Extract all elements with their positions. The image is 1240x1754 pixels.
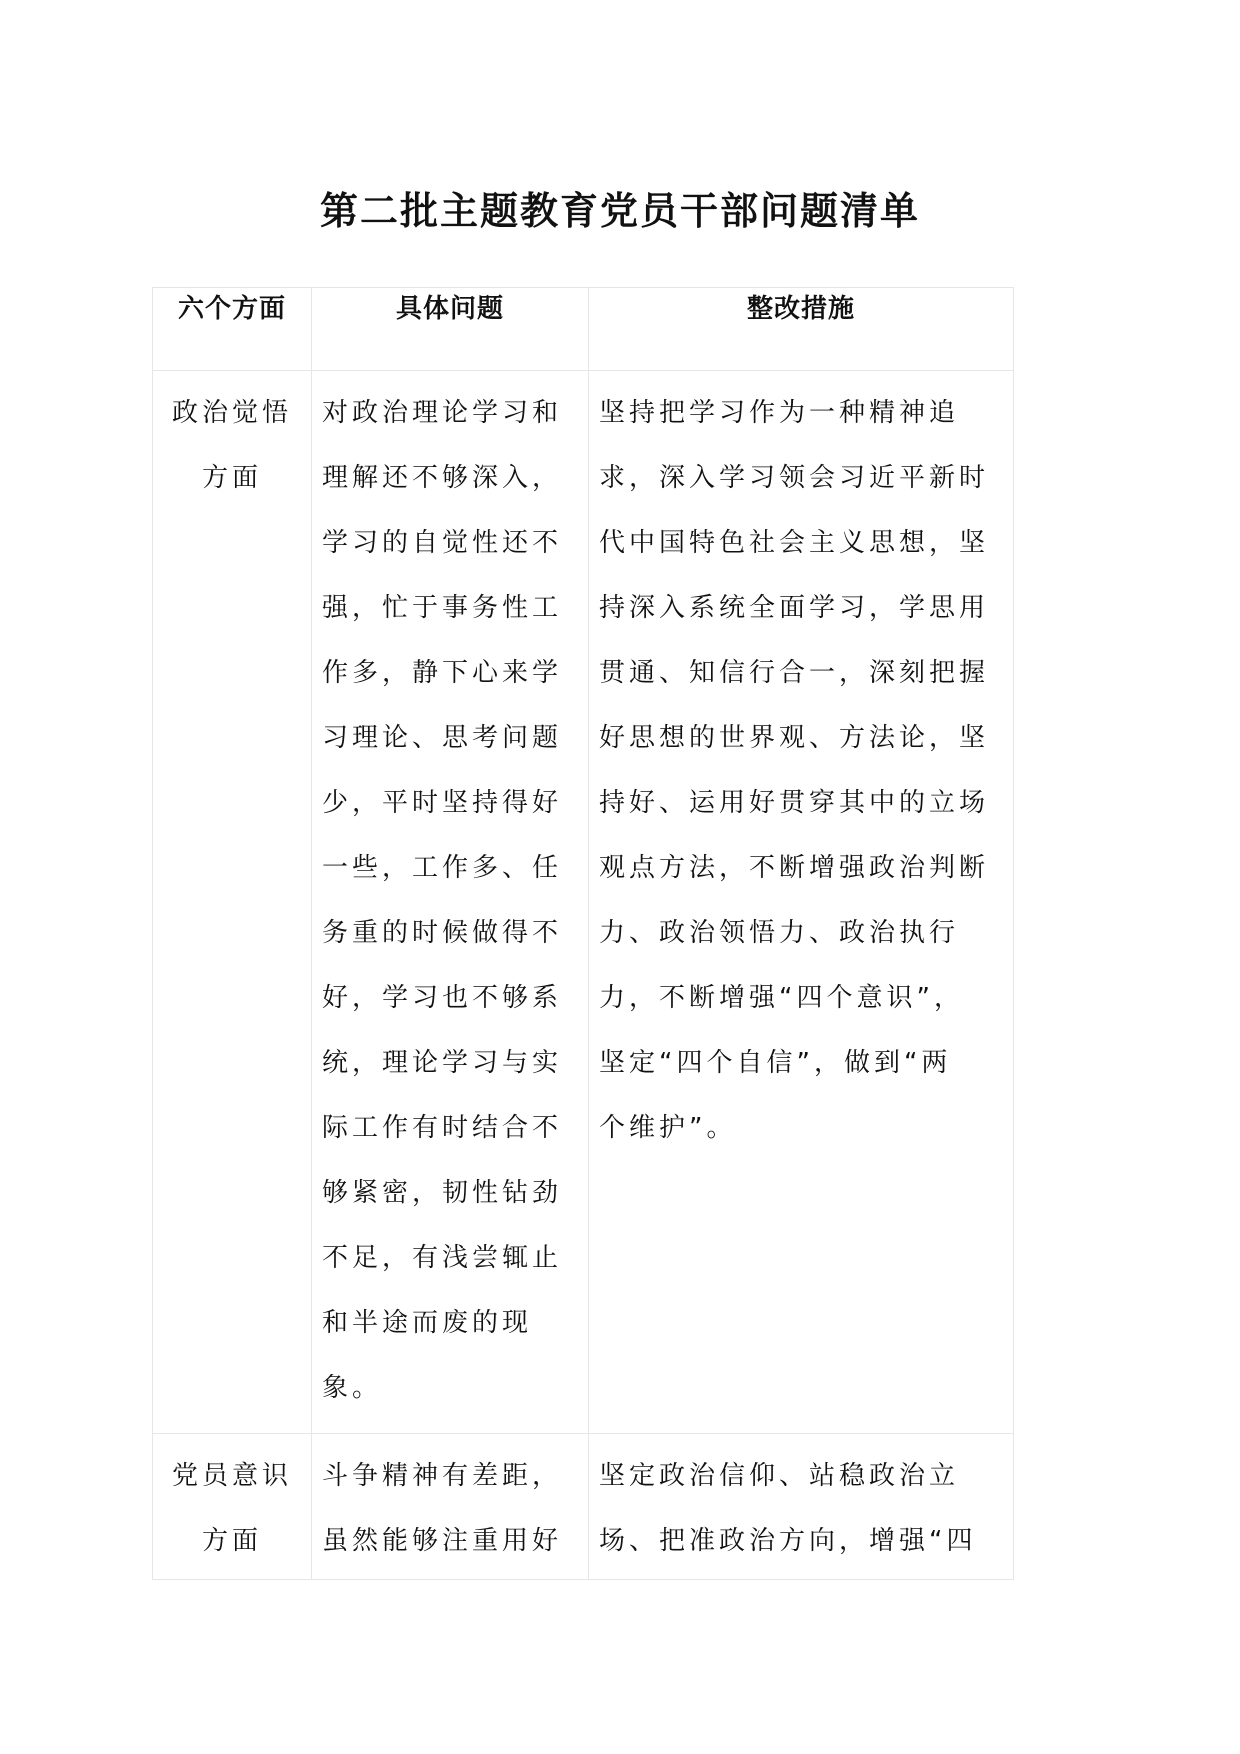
aspect-text: 党员意识 方面 — [171, 1461, 292, 1556]
problem-text: 对政治理论学习和 理解还不够深入， 学习的自觉性还不 强，忙于事务性工 作多，静下心来学 习理论、思考问题 少，平时坚持得好 一些，工作多、任 务重的时候做得不 好，学习也不够系 统，理论学习与实 际工作有时结合不 够紧密，韧性钻劲 不足，有浅尝辄止 和半途而废的现 象。 — [322, 398, 563, 1403]
aspect-cell — [153, 371, 312, 1434]
problem-text: 斗争精神有差距， 虽然能够注重用好 — [322, 1461, 563, 1556]
aspect-text: 政治觉悟 方面 — [171, 398, 292, 493]
column-header-aspect: 六个方面 — [153, 288, 312, 371]
table-header-row — [153, 288, 1014, 371]
measure-text: 坚持把学习作为一种精神追 求，深入学习领会习近平新时 代中国特色社会主义思想，坚 持深入系统全面学习，学思用 贯通、知信行合一，深刻把握 好思想的世界观、方法论，坚 持好、运用好贯穿其中的立场 观点方法，不断增强政治判断 力、政治领悟力、政治执行 力，不断增强“四个意识”， 坚定“四个自信”，做到“两 个维护”。 — [599, 398, 990, 1143]
problem-cell — [312, 1434, 589, 1580]
problem-cell — [312, 371, 589, 1434]
column-header-measure: 整改措施 — [589, 288, 1014, 371]
measure-cell — [589, 371, 1014, 1434]
measure-cell — [589, 1434, 1014, 1580]
aspect-cell — [153, 1434, 312, 1580]
table-row — [153, 371, 1014, 1434]
issue-table — [152, 287, 1014, 1580]
column-header-problem: 具体问题 — [312, 288, 589, 371]
measure-text: 坚定政治信仰、站稳政治立 场、把准政治方向，增强“四 — [599, 1461, 977, 1556]
page-title: 第二批主题教育党员干部问题清单 — [319, 189, 920, 233]
table-row — [153, 1434, 1014, 1580]
